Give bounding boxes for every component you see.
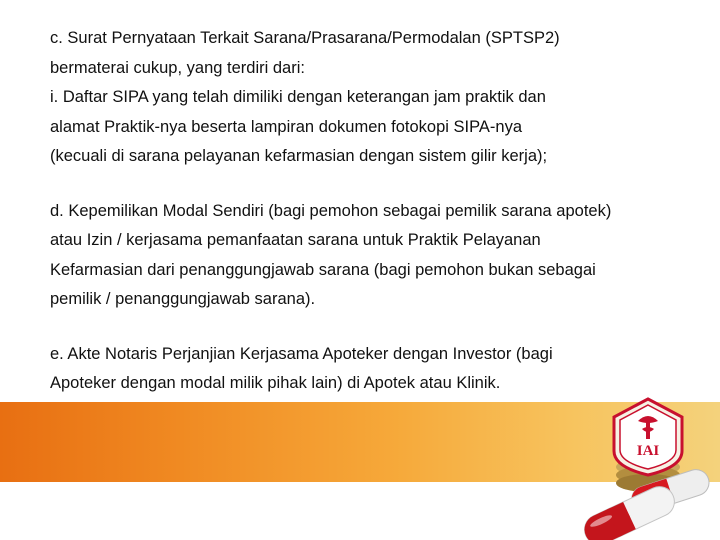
logo-text: IAI [636, 443, 660, 459]
text-line: c. Surat Pernyataan Terkait Sarana/Prasarana/Permodalan (SPTSP2) [50, 29, 560, 47]
text-line: alamat Praktik-nya beserta lampiran dokumen fotokopi SIPA-nya [50, 117, 523, 136]
paragraph-d [50, 197, 690, 315]
text-line: i. Daftar SIPA yang telah dimiliki dengan keterangan jam praktik dan [50, 88, 546, 106]
paragraph-e [50, 340, 690, 399]
text-line: pemilik / penanggungjawab sarana). [50, 290, 316, 308]
text-line: d. Kepemilikan Modal Sendiri (bagi pemohon sebagai pemilik sarana apotek) [50, 201, 612, 220]
text-line: Kefarmasian dari penanggungjawab sarana (bagi pemohon bukan sebagai [50, 260, 596, 279]
text-line: e. Akte Notaris Perjanjian Kerjasama Apoteker dengan Investor (bagi [50, 344, 553, 363]
text-line: (kecuali di sarana pelayanan kefarmasian dengan sistem gilir kerja); [50, 147, 548, 165]
text-line: Apoteker dengan modal milik pihak lain) di Apotek atau Klinik. [50, 374, 501, 392]
text-line: bermaterai cukup, yang terdiri dari: [50, 58, 305, 77]
pills-icon [560, 450, 720, 540]
paragraph-c [50, 24, 690, 172]
document-body [50, 24, 690, 424]
text-line: atau Izin / kerjasama pemanfaatan sarana untuk Praktik Pelayanan [50, 231, 541, 249]
